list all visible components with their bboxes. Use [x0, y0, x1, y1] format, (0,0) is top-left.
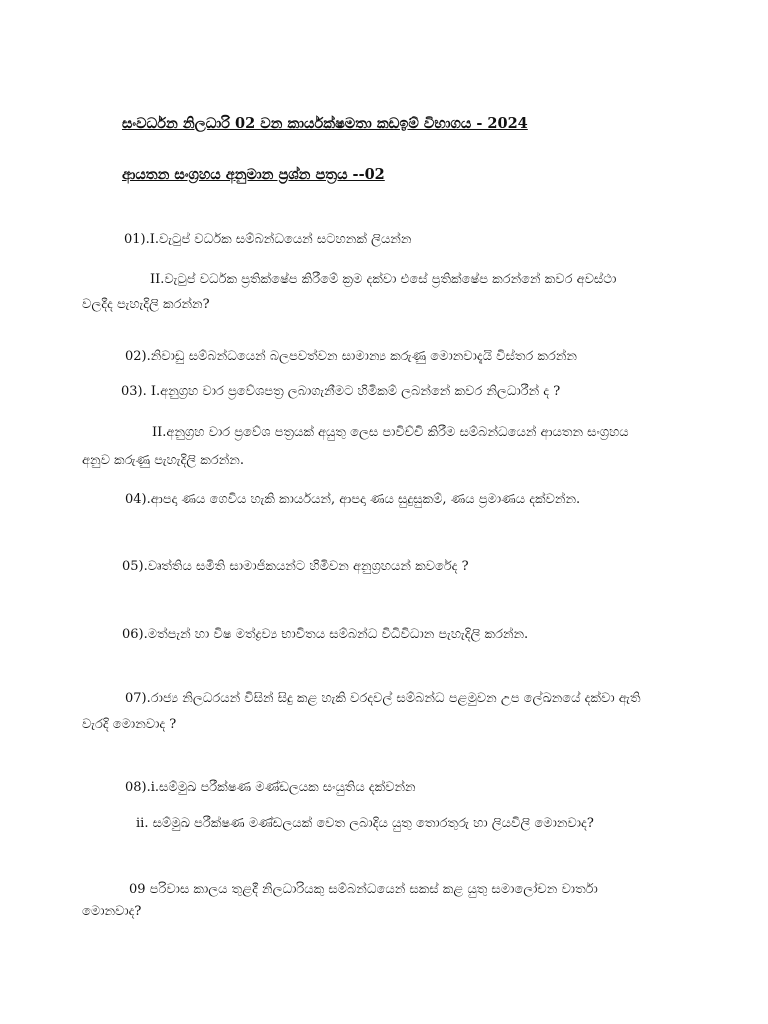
question-1-part-2: II.වැටුප් වර්ධක ප්‍රතික්ෂේප කිරීමේ ක්‍රම දක්වා එසේ ප්‍රතික්ෂේප කරන්නේ කවර අවස්ථා	[150, 272, 617, 287]
question-3-part-1: 03). I.අනුග්‍රහ වාර ප්‍රවේශපත්‍ර ලබාගැනීමට හිමිකම් ලබන්නේ කවර නිලධාරීන් ද ?	[121, 384, 561, 399]
question-1-part-2-cont: වලදීද පැහැදිලි කරන්න?	[82, 297, 210, 312]
document-subtitle: ආයතන සංග්‍රහය අනුමාන ප්‍රශ්න පත්‍රය --02	[122, 166, 385, 183]
question-2: 02).නිවාඩු සම්බන්ධයෙන් බලපවත්වන සාමාන්‍ය කරුණු මොනවාදැයි විස්තර කරන්න	[125, 349, 577, 364]
question-1-part-1: 01).I.වැටුප් වර්ධක සම්බන්ධයෙන් සටහනක් ලියන්න	[124, 232, 412, 247]
question-7: 07).රාජ්‍ය නිලධරයන් විසින් සිදු කළ හැකි වරදවල් සම්බන්ධ පළමුවන උප ලේඛනයේ දක්වා ඇති	[125, 691, 641, 706]
document-title: සංවර්ධන නිලධාරි 02 වන කාර්යක්ෂමතා කඩඉම් විභාගය - 2024	[122, 115, 528, 132]
question-3-part-2-cont: අනුව කරුණු පැහැදිලි කරන්න.	[82, 453, 244, 468]
question-9-cont: මොනවාද?	[82, 904, 142, 919]
question-7-cont: වැරදි මොනවාද ?	[82, 717, 177, 732]
question-3-part-2: II.අනුග්‍රහ වාර ප්‍රවේශ පත්‍රයක් අයුතු ලෙස පාවිච්චි කිරීම සම්බන්ධයෙන් ආයතන සංග්‍රහය	[152, 425, 629, 440]
question-4: 04).ආපදා ණය ගෙවිය හැකි කාර්යයන්, ආපදා ණය සුදුසුකම්, ණය ප්‍රමාණය දක්වන්න.	[125, 492, 581, 507]
question-8-part-2: ii. සම්මුඛ පරීක්ෂණ මණ්ඩලයක් වෙත ලබාදිය යුතු තොරතුරු හා ලියවිලි මොනවාද?	[136, 816, 594, 831]
question-5: 05).වෘත්තිය සමිති සාමාජිකයන්ට හිමිවන අනුග්‍රහයන් කවරේද ?	[122, 559, 469, 574]
question-6: 06).මත්පැන් හා විෂ මත්ද්‍රව්‍ය භාවිතය සම්බන්ධ විධිවිධාන පැහැදිලි කරන්න.	[122, 627, 529, 642]
question-8-part-1: 08).i.සම්මුඛ පරීක්ෂණ මණ්ඩලයක සංයුතිය දක්වන්න	[125, 780, 416, 795]
question-9: 09 පරිවාස කාලය තුළදී නිලධාරියකු සම්බන්ධයෙන් සකස් කළ යුතු සමාලෝචන වාර්තා	[129, 882, 598, 897]
